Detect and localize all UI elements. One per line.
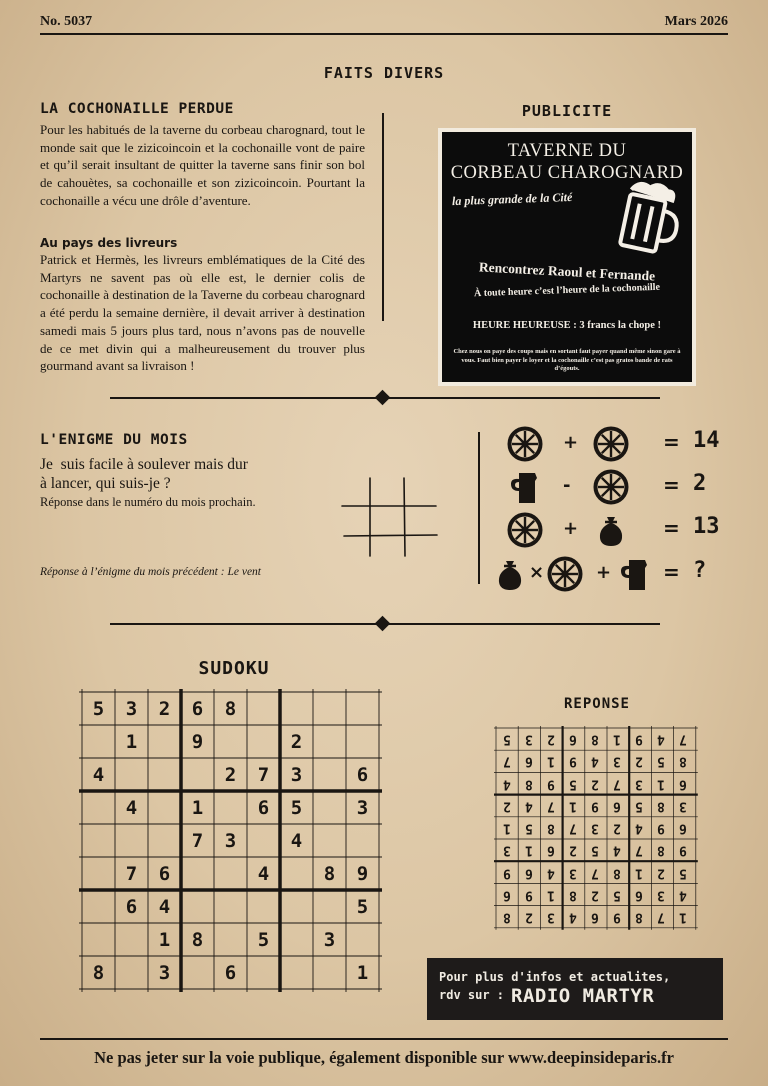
answer-cell: 2 (503, 798, 511, 814)
sudoku-grid-lines (78, 688, 398, 998)
sudoku-cell[interactable]: 1 (158, 928, 171, 951)
wheel-icon (507, 512, 543, 553)
sudoku-cell[interactable]: 9 (356, 862, 369, 885)
answer-cell: 6 (569, 731, 577, 747)
answer-cell: 1 (525, 843, 533, 859)
article-paragraph-1: Pour les habitués de la taverne du corbeau charognard, tout le monde sait que le zizicoincoin et la cochonaille vont de paire et qu’il serait insultant de quitter la taverne sans finir son bol de cahouètes, sa cochonaille et son zizicoincoin. Pourtant la cochonaille a vécu une drôle d’aventure. (40, 122, 365, 208)
wheel-icon (593, 469, 629, 510)
equals-sign: = (663, 516, 680, 540)
answer-cell: 8 (591, 731, 599, 747)
sudoku-cell[interactable]: 1 (191, 796, 204, 819)
answer-cell: 9 (525, 887, 533, 903)
sudoku-cell[interactable]: 6 (257, 796, 270, 819)
answer-cell: 3 (613, 753, 621, 769)
answer-cell: 4 (569, 910, 577, 926)
answer-cell: 5 (591, 843, 599, 859)
previous-answer: Réponse à l’énigme du mois précédent : Le vent (40, 566, 261, 578)
riddle-note: Réponse dans le numéro du mois prochain. (40, 495, 256, 509)
answer-cell: 9 (635, 731, 643, 747)
answer-cell: 5 (635, 798, 643, 814)
sudoku-cell[interactable]: 2 (158, 697, 171, 720)
answer-cell: 3 (525, 731, 533, 747)
sudoku-cell[interactable]: 5 (290, 796, 303, 819)
answer-cell: 2 (525, 910, 533, 926)
answer-cell: 5 (503, 731, 511, 747)
bag-icon (492, 556, 528, 597)
ad-happy-hour: HEURE HEUREUSE : 3 francs la chope ! (472, 320, 662, 331)
answer-cell: 5 (613, 887, 621, 903)
answer-cell: 2 (613, 820, 621, 836)
wheel-icon (593, 426, 629, 467)
sudoku-cell[interactable]: 5 (92, 697, 105, 720)
answer-cell: 6 (635, 887, 643, 903)
sudoku-cell[interactable]: 8 (224, 697, 237, 720)
divider-ornament (375, 616, 391, 632)
answer-cell: 3 (635, 776, 643, 792)
answer-cell: 7 (569, 820, 577, 836)
answer-cell: 3 (569, 865, 577, 881)
sudoku-cell[interactable]: 4 (257, 862, 270, 885)
answer-cell: 4 (657, 731, 665, 747)
answer-cell: 9 (679, 843, 687, 859)
bag-icon (593, 512, 629, 553)
wheel-icon (507, 426, 543, 467)
answer-cell: 2 (569, 843, 577, 859)
answer-cell: 4 (613, 843, 621, 859)
equation-operator: + (596, 562, 612, 583)
answer-cell: 8 (525, 776, 533, 792)
sudoku-cell[interactable]: 4 (92, 763, 105, 786)
sudoku-cell[interactable]: 1 (125, 730, 138, 753)
answer-cell: 4 (591, 753, 599, 769)
answer-cell: 1 (547, 887, 555, 903)
sudoku-cell[interactable]: 2 (290, 730, 303, 753)
answer-cell: 6 (547, 843, 555, 859)
answer-cell: 5 (569, 776, 577, 792)
answer-cell: 7 (613, 776, 621, 792)
answer-cell: 2 (591, 887, 599, 903)
sudoku-cell[interactable]: 3 (224, 829, 237, 852)
answer-cell: 6 (679, 776, 687, 792)
answer-cell: 5 (679, 865, 687, 881)
equation-row (505, 467, 735, 507)
answer-cell: 7 (591, 865, 599, 881)
sudoku-cell[interactable]: 3 (158, 961, 171, 984)
answer-cell: 3 (503, 843, 511, 859)
answer-cell: 4 (679, 887, 687, 903)
ad-tagline: la plus grande de la Cité (451, 189, 573, 209)
answer-cell: 6 (503, 887, 511, 903)
sudoku-cell[interactable]: 8 (191, 928, 204, 951)
equation-row (505, 510, 735, 550)
answer-cell: 1 (679, 910, 687, 926)
answer-cell: 4 (635, 820, 643, 836)
answer-cell: 8 (635, 910, 643, 926)
answer-grid-lines (492, 724, 706, 938)
equation-operator: + (563, 518, 579, 539)
article-title: LA COCHONAILLE PERDUE (40, 101, 234, 117)
equation-result: 14 (693, 428, 720, 453)
column-divider (382, 113, 384, 321)
footer-rule (40, 1038, 728, 1040)
sudoku-cell[interactable]: 6 (158, 862, 171, 885)
issue-number: No. 5037 (40, 14, 93, 29)
sudoku-cell[interactable]: 6 (356, 763, 369, 786)
answer-cell: 2 (657, 865, 665, 881)
riddle-line-2: à lancer, qui suis-je ? (40, 475, 171, 492)
answer-cell: 2 (547, 731, 555, 747)
issue-date: Mars 2026 (664, 14, 728, 29)
answer-cell: 6 (525, 753, 533, 769)
answer-cell: 9 (547, 776, 555, 792)
answer-cell: 4 (525, 798, 533, 814)
answer-title: REPONSE (563, 696, 630, 712)
article-subheading: Au pays des livreurs (40, 236, 178, 250)
ad-fine-print: Chez nous on paye des coups mais en sortant faut payer quand même sinon gare à vous. Faut bien payer le loyer et la cochonaille c’est pas gratos bande de rats d’égouts. (453, 348, 681, 372)
ad-title-line-1: TAVERNE DU (507, 141, 627, 161)
answer-cell: 6 (679, 820, 687, 836)
answer-cell: 6 (525, 865, 533, 881)
answer-cell: 3 (591, 820, 599, 836)
answer-cell: 7 (635, 843, 643, 859)
riddle-line-1: Je suis facile à soulever mais dur (40, 456, 248, 473)
section-title: FAITS DIVERS (323, 64, 445, 82)
equation-result: 2 (693, 471, 707, 496)
answer-cell: 5 (657, 753, 665, 769)
header-rule (40, 33, 728, 35)
answer-cell: 9 (613, 910, 621, 926)
sudoku-cell[interactable]: 4 (290, 829, 303, 852)
sudoku-cell[interactable]: 6 (224, 961, 237, 984)
answer-cell: 7 (657, 910, 665, 926)
sudoku-cell[interactable]: 7 (257, 763, 270, 786)
ad-title-line-2: CORBEAU CHAROGNARD (450, 163, 684, 183)
sudoku-cell[interactable]: 3 (125, 697, 138, 720)
answer-cell: 1 (547, 753, 555, 769)
answer-cell: 3 (547, 910, 555, 926)
riddle-title: L'ENIGME DU MOIS (40, 432, 188, 448)
footer-text: Ne pas jeter sur la voie publique, également disponible sur www.deepinsideparis.fr (94, 1048, 674, 1067)
sudoku-cell[interactable]: 4 (158, 895, 171, 918)
answer-cell: 8 (679, 753, 687, 769)
answer-cell: 1 (569, 798, 577, 814)
sudoku-cell[interactable]: 3 (356, 796, 369, 819)
equation-operator: × (529, 562, 545, 583)
answer-cell: 3 (679, 798, 687, 814)
equation-operator: - (563, 475, 571, 496)
answer-cell: 9 (503, 865, 511, 881)
equation-row (505, 554, 735, 594)
answer-cell: 7 (679, 731, 687, 747)
equation-result: 13 (693, 514, 720, 539)
beer-mug-icon (612, 178, 686, 258)
answer-cell: 6 (591, 910, 599, 926)
article-paragraph-2: Patrick et Hermès, les livreurs emblématiques de la Cité des Martyrs ne savent pas où elle est, le dernier colis de cochonaille à destination de la Taverne du corbeau charognard a été perdu la semaine dernière, il devait arriver à destination samedi mais 5 jours plus tard, nous n’avons pas de nouvelle de ce met divin qui a malheureusement du trouver plus gourmand avant sa livraison ! (40, 252, 365, 374)
ad-hour: À toute heure c’est l’heure de la cochonaille (473, 281, 661, 300)
sudoku-cell[interactable]: 6 (191, 697, 204, 720)
radio-name: RADIO MARTYR (511, 985, 655, 1007)
sudoku-cell[interactable]: 5 (257, 928, 270, 951)
equation-row (505, 424, 735, 464)
jug-icon (507, 469, 543, 510)
sudoku-cell[interactable]: 2 (224, 763, 237, 786)
sudoku-cell[interactable]: 5 (356, 895, 369, 918)
equals-sign: = (663, 560, 680, 584)
answer-cell: 1 (503, 820, 511, 836)
answer-cell: 8 (503, 910, 511, 926)
sudoku-cell[interactable]: 7 (191, 829, 204, 852)
answer-cell: 4 (503, 776, 511, 792)
equals-sign: = (663, 430, 680, 454)
radio-line-1: Pour plus d'infos et actualites, (439, 970, 671, 984)
answer-cell: 3 (657, 887, 665, 903)
ad-heading: PUBLICITE (521, 102, 613, 120)
answer-cell: 2 (591, 776, 599, 792)
answer-cell: 8 (569, 887, 577, 903)
jug-icon (617, 556, 653, 597)
answer-cell: 7 (547, 798, 555, 814)
sudoku-cell[interactable]: 3 (323, 928, 336, 951)
answer-cell: 8 (657, 843, 665, 859)
answer-cell: 1 (613, 731, 621, 747)
answer-cell: 6 (613, 798, 621, 814)
answer-cell: 8 (547, 820, 555, 836)
radio-promo (427, 958, 723, 1020)
divider-ornament (375, 390, 391, 406)
answer-cell: 9 (591, 798, 599, 814)
radio-line-2: rdv sur : (439, 988, 505, 1002)
equation-operator: + (563, 432, 579, 453)
answer-cell: 1 (657, 776, 665, 792)
sudoku-cell[interactable]: 7 (125, 862, 138, 885)
sudoku-cell[interactable]: 4 (125, 796, 138, 819)
equations-divider (478, 432, 480, 584)
ad-meet: Rencontrez Raoul et Fernande (478, 259, 656, 284)
answer-cell: 1 (635, 865, 643, 881)
answer-cell: 8 (613, 865, 621, 881)
answer-cell: 2 (635, 753, 643, 769)
answer-cell: 7 (503, 753, 511, 769)
answer-cell: 5 (525, 820, 533, 836)
sudoku-cell[interactable]: 8 (323, 862, 336, 885)
sudoku-cell[interactable]: 8 (92, 961, 105, 984)
sudoku-title: SUDOKU (198, 658, 270, 679)
answer-cell: 8 (657, 798, 665, 814)
answer-cell: 4 (547, 865, 555, 881)
tavern-ad (438, 128, 696, 386)
wheel-icon (547, 556, 583, 597)
equals-sign: = (663, 473, 680, 497)
answer-cell: 9 (569, 753, 577, 769)
sudoku-cell[interactable]: 9 (191, 730, 204, 753)
sudoku-cell[interactable]: 1 (356, 961, 369, 984)
equation-result: ? (693, 558, 707, 583)
sudoku-cell[interactable]: 6 (125, 895, 138, 918)
sudoku-cell[interactable]: 3 (290, 763, 303, 786)
tic-tac-toe-grid (340, 476, 440, 558)
answer-cell: 9 (657, 820, 665, 836)
